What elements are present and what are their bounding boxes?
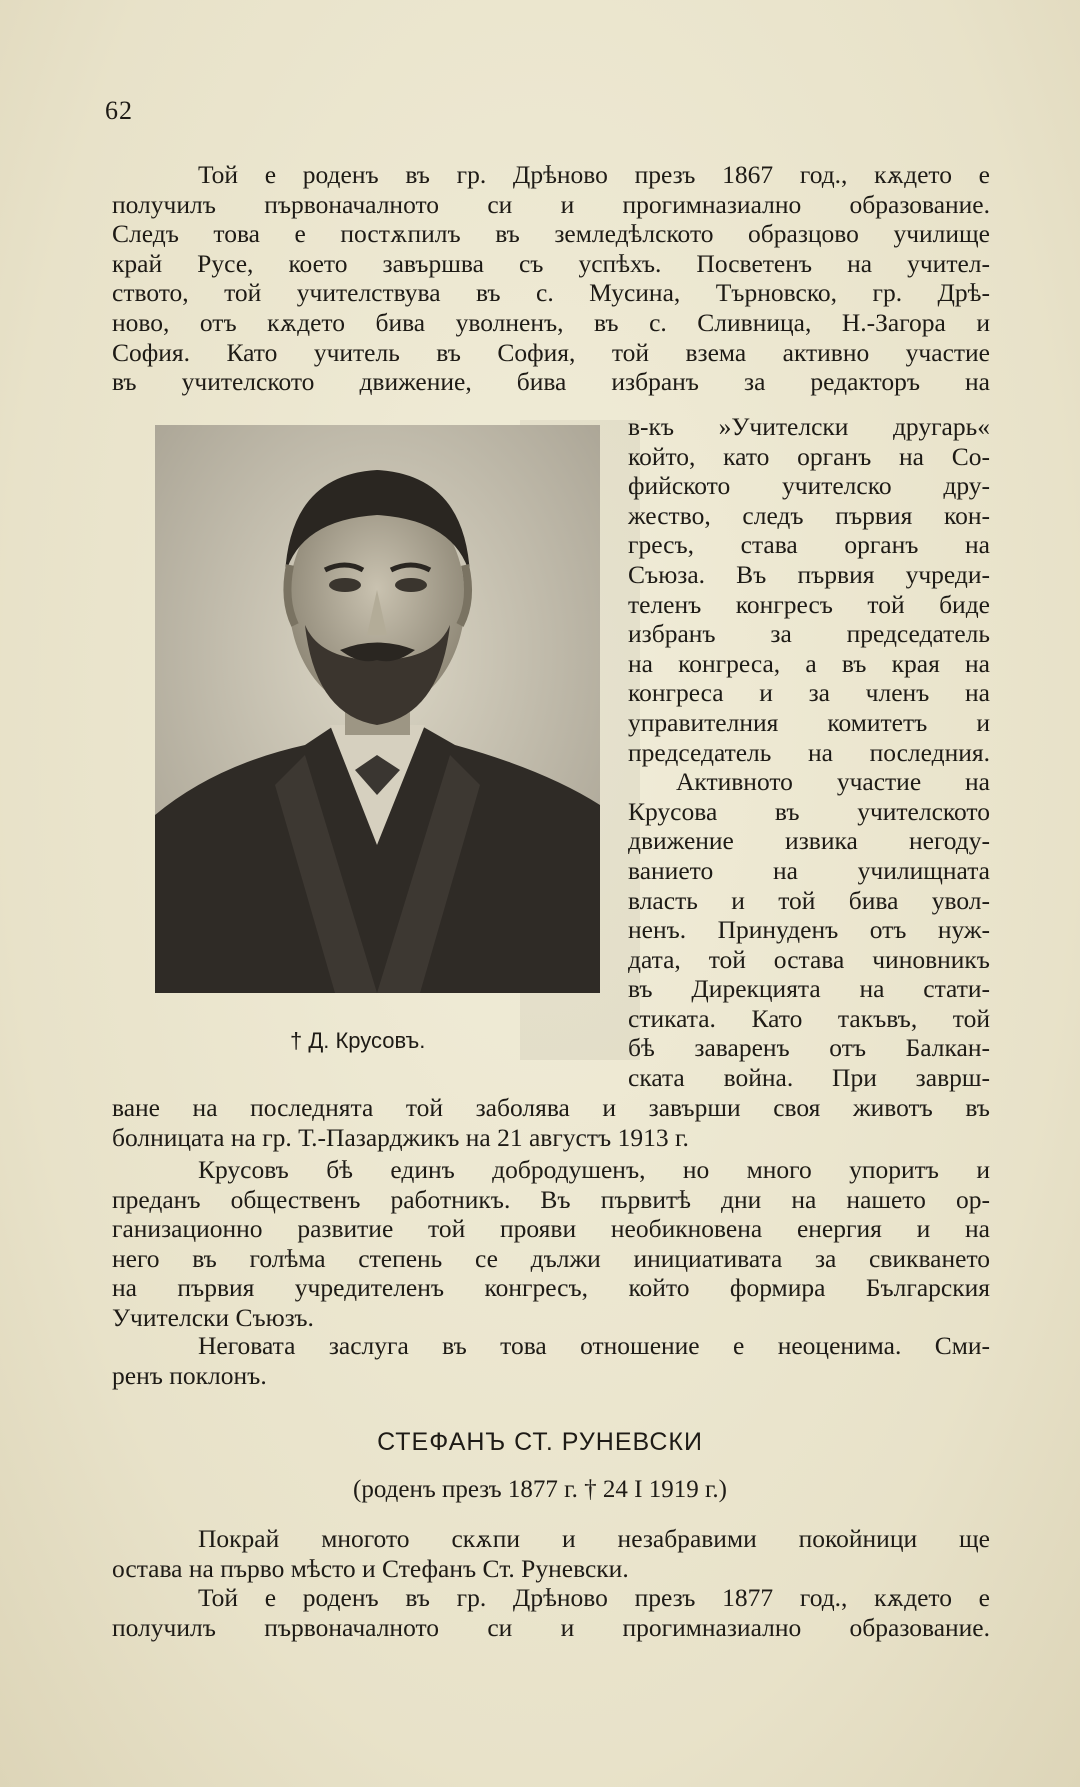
text-line: конгреса и за членъ на [628,678,990,708]
text-line: ванието на училищната [628,855,990,885]
text-line: Неговата заслуга въ това отношение е неоценима. Сми- [198,1331,990,1360]
text-line: на първия учредителенъ конгресъ, който формира Българския [112,1273,990,1303]
paragraph-runevski-intro [112,1524,990,1642]
section-heading: СТЕФАНЪ СТ. РУНЕВСКИ [377,1428,703,1456]
text-line: дата, той остава чиновникъ [628,944,990,974]
text-line: Следъ това е постѫпилъ въ земледѣлското образцово училище [112,219,990,249]
paragraph-krusov-bio-top [112,160,990,397]
text-line: жество, следъ първия кон- [628,500,990,530]
text-line: власть и той бива увол- [628,885,990,915]
text-line: Той е роденъ въ гр. Дрѣново презъ 1867 год., кѫдето е [198,160,990,189]
text-line: остава на първо мѣсто и Стефанъ Ст. Руневски. [112,1553,629,1583]
text-line: ганизационно развитие той прояви необикновена енергия и на [112,1214,990,1244]
text-line: който, като органъ на Со- [628,441,990,471]
text-line: стиката. Като такъвъ, той [628,1003,990,1033]
text-line: фийското учителско дру- [628,471,990,501]
text-line: въ Дирекцията на стати- [628,974,990,1004]
text-line: ненъ. Принуденъ отъ нуж- [628,915,990,945]
page-number: 62 [105,96,133,125]
text-line: болницата на гр. Т.-Пазарджикъ на 21 августъ 1913 г. [112,1122,689,1152]
text-line: на конгреса, а въ края на [628,648,990,678]
text-line: Покрай многото скѫпи и незабравими покойници ще [198,1524,990,1553]
text-line: теленъ конгресъ той биде [628,589,990,619]
text-line: председатель на последния. [628,737,990,767]
text-line: Учителски Съюзъ. [112,1302,314,1332]
text-line: Крусова въ учителското [628,796,990,826]
text-line: гресъ, става органъ на [628,530,990,560]
text-line: ване на последнята той заболява и завърши своя животъ въ [112,1093,990,1122]
paragraph-krusov-bio-end [112,1093,990,1152]
text-line: получилъ първоначалното си и прогимназиално образование. [112,189,990,219]
section-subheading: (роденъ презъ 1877 г. † 24 I 1919 г.) [353,1476,727,1503]
text-line: в-къ »Учителски другарь« [628,412,990,441]
text-line: него въ голѣма степень се дължи инициативата за свикването [112,1243,990,1273]
text-line: получилъ първоначалното си и прогимназиално образование. [112,1612,990,1642]
text-line: въ учителското движение, бива избранъ за редакторъ на [112,367,990,397]
text-line: Той е роденъ въ гр. Дрѣново презъ 1877 год., кѫдето е [198,1583,990,1613]
text-line: ново, отъ кѫдето бива уволненъ, въ с. Сливница, Н.-Загора и [112,307,990,337]
photo-caption: † Д. Крусовъ. [290,1028,426,1053]
text-line: избранъ за председатель [628,619,990,649]
paragraph-krusov-bio-right-column [628,412,990,1093]
text-line: преданъ общественъ работникъ. Въ първитѣ дни на нашето ор- [112,1184,990,1214]
text-line: ската война. При заврш- [628,1063,990,1093]
text-line: управителния комитетъ и [628,707,990,737]
portrait-photo [155,425,600,993]
text-line: Крусовъ бѣ единъ добродушенъ, но много упоритъ и [198,1155,990,1184]
text-line: движение извика негоду- [628,826,990,856]
paragraph-krusov-character [112,1155,990,1333]
text-line: ството, той учителствува въ с. Мусина, Търновско, гр. Дрѣ- [112,278,990,308]
text-line: Активното участие на [676,767,990,797]
text-line: край Русе, което завършва съ успѣхъ. Посветенъ на учител- [112,248,990,278]
text-line: Съюза. Въ първия учреди- [628,559,990,589]
portrait-image [155,425,600,993]
paragraph-krusov-tribute [112,1331,990,1390]
text-line: ренъ поклонъ. [112,1360,267,1390]
text-line: бѣ заваренъ отъ Балкан- [628,1033,990,1063]
text-line: София. Като учитель въ София, той взема активно участие [112,337,990,367]
